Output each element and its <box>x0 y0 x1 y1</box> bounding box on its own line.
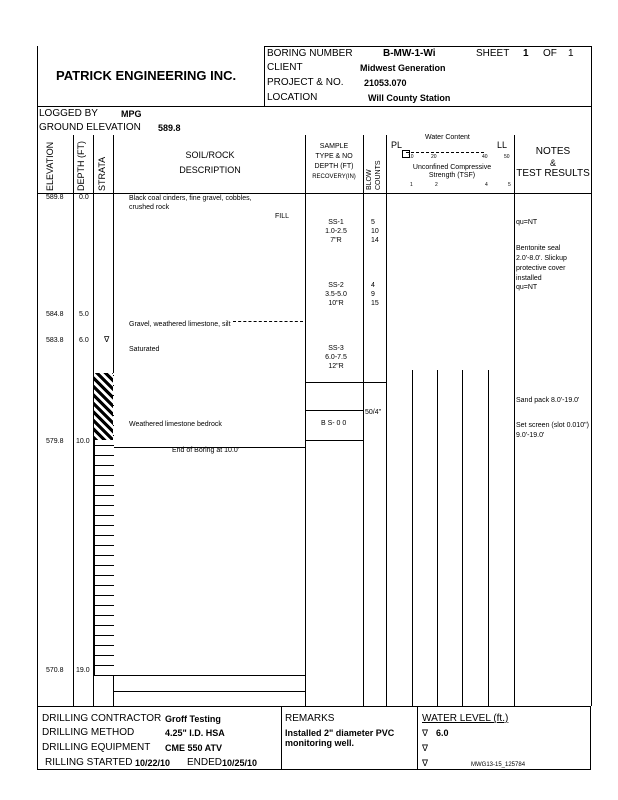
water-level-symbol-2: ∇ <box>422 743 429 753</box>
sample-3-depth: 6.0-7.5 <box>325 354 347 361</box>
ucs-label-2: Strength (TSF) <box>428 172 476 179</box>
logged-by-label: LOGGED BY <box>39 108 98 119</box>
elev-divider <box>73 135 74 706</box>
boring-number: B-MW-1-Wi <box>383 48 436 59</box>
footer-divider-1 <box>281 706 282 770</box>
layer2-line <box>233 321 303 322</box>
sample-line <box>305 410 363 411</box>
client-label: CLIENT <box>267 62 303 73</box>
sample-divider <box>363 135 364 706</box>
elev-10: 579.8 <box>46 438 64 445</box>
sheet-of: OF <box>543 48 557 59</box>
elev-0: 589.8 <box>46 194 64 201</box>
strata-bedrock-hatch <box>94 373 113 440</box>
boring-number-label: BORING NUMBER <box>267 48 353 59</box>
wc-tick-50: 50 <box>504 154 510 160</box>
sample-line <box>305 382 386 383</box>
grid-line <box>437 370 438 706</box>
ucs-tick-5: 5 <box>508 182 511 188</box>
ended-label: ENDED <box>187 757 223 768</box>
sample-3-rec: 12"R <box>328 363 344 370</box>
desc-end: End of Boring at 10.0' <box>172 447 240 454</box>
water-level-symbol-3: ∇ <box>422 758 429 768</box>
sample-1-blow-1: 5 <box>371 219 375 226</box>
notes-divider <box>514 135 515 706</box>
depth-5: 5.0 <box>79 311 89 318</box>
header-bottom <box>37 106 591 107</box>
sample-1-blow-2: 10 <box>371 228 379 235</box>
bs-sample: B S- 0 0 <box>321 420 347 427</box>
elev-6: 583.8 <box>46 337 64 344</box>
sample-1-depth: 1.0-2.5 <box>325 228 347 235</box>
ucs-tick-1: 1 <box>410 182 413 188</box>
location-label: LOCATION <box>267 92 318 103</box>
elev-5: 584.8 <box>46 311 64 318</box>
col-description: DESCRIPTION <box>179 165 241 175</box>
water-level-1: 6.0 <box>436 728 449 738</box>
desc-layer1-b: crushed rock <box>129 204 170 211</box>
ended: 10/25/10 <box>222 758 258 768</box>
elev-19: 570.8 <box>46 667 64 674</box>
header-top <box>264 46 591 47</box>
col-counts: COUNTS <box>375 160 382 190</box>
col-elevation: ELEVATION <box>45 141 55 191</box>
note-qu-1: qu=NT <box>516 219 538 226</box>
started: 10/22/10 <box>135 758 171 768</box>
water-level-symbol: ∇ <box>104 335 110 344</box>
col-sample-4: RECOVERY(IN) <box>312 174 356 180</box>
grid-line <box>412 370 413 706</box>
contractor: Groff Testing <box>165 714 221 724</box>
location: Will County Station <box>368 93 451 103</box>
col-sample-1: SAMPLE <box>319 143 349 150</box>
depth-10: 10.0 <box>76 438 90 445</box>
depth-19-line <box>93 675 305 676</box>
col-depth: DEPTH (FT) <box>76 141 86 191</box>
sample-line <box>305 440 363 441</box>
desc-layer2: Gravel, weathered limestone, silt <box>129 321 231 328</box>
sample-2-rec: 10"R <box>328 300 344 307</box>
logged-by: MPG <box>121 109 142 119</box>
ucs-label-1: Unconfined Compressive <box>412 164 492 171</box>
sample-3-id: SS-3 <box>328 345 344 352</box>
ucs-tick-4: 4 <box>485 182 488 188</box>
water-level-label: WATER LEVEL (ft.) <box>422 713 509 724</box>
blow-divider <box>386 135 387 706</box>
client: Midwest Generation <box>360 63 446 73</box>
col-notes-3: TEST RESULTS <box>516 168 590 179</box>
grid-line <box>488 370 489 706</box>
sample-1-blow-3: 14 <box>371 237 379 244</box>
col-sample-3: DEPTH (FT) <box>314 163 354 170</box>
method-label: DRILLING METHOD <box>42 727 135 738</box>
water-level-symbol-1: ∇ <box>422 728 429 738</box>
sample-2-blow-1: 4 <box>371 282 375 289</box>
sheet-total: 1 <box>568 48 574 59</box>
ll-label: LL <box>497 140 508 150</box>
wc-tick-20: 20 <box>431 154 437 160</box>
remarks-line-1: Installed 2" diameter PVC <box>285 728 395 738</box>
note-bentonite: Bentonite seal 2.0'-8.0'. Slickup protective cover installed <box>516 245 567 282</box>
ground-elevation-label: GROUND ELEVATION <box>39 122 141 133</box>
pl-label: PL <box>391 140 403 150</box>
sample-1-id: SS-1 <box>328 219 344 226</box>
desc-saturated: Saturated <box>129 346 160 353</box>
sample-2-blow-3: 15 <box>371 300 379 307</box>
note-qu-2: qu=NT <box>516 284 538 291</box>
sample-2-depth: 3.5-5.0 <box>325 291 347 298</box>
sample-2-blow-2: 9 <box>371 291 375 298</box>
sheet-label: SHEET <box>476 48 510 59</box>
col-strata: STRATA <box>97 156 107 191</box>
col-blow: BLOW <box>366 169 373 190</box>
sample-2-id: SS-2 <box>328 282 344 289</box>
method: 4.25" I.D. HSA <box>165 728 225 738</box>
col-soil-rock: SOIL/ROCK <box>185 150 235 160</box>
document-code: MWG13-15_125784 <box>471 762 526 768</box>
company-name: PATRICK ENGINEERING INC. <box>56 68 237 83</box>
depth-19: 19.0 <box>76 667 90 674</box>
depth-6: 6.0 <box>79 337 89 344</box>
water-content-label: Water Content <box>425 134 470 141</box>
columns-bottom <box>37 193 591 194</box>
sample-1-rec: 7"R <box>330 237 342 244</box>
project-label: PROJECT & NO. <box>267 77 344 88</box>
desc-fill: FILL <box>275 213 290 220</box>
started-label: RILLING STARTED <box>45 757 133 768</box>
remarks-label: REMARKS <box>285 713 335 724</box>
grid-line <box>462 370 463 706</box>
wc-tick-40: 40 <box>482 154 488 160</box>
sheet-number: 1 <box>523 48 529 59</box>
ground-elevation: 589.8 <box>158 123 181 133</box>
frame-left <box>37 46 38 706</box>
desc-divider <box>305 135 306 706</box>
equipment-label: DRILLING EQUIPMENT <box>42 742 151 753</box>
wc-axis <box>406 152 484 153</box>
col-notes-2: & <box>549 158 556 168</box>
footer-divider-2 <box>417 706 418 770</box>
project-no: 21053.070 <box>364 78 407 88</box>
note-sandpack: Sand pack 8.0'-19.0' <box>516 397 580 404</box>
remarks-line-2: monitoring well. <box>285 738 354 748</box>
ucs-tick-2: 2 <box>435 182 438 188</box>
desc-layer1-a: Black coal cinders, fine gravel, cobbles, <box>129 195 252 202</box>
header-divider <box>264 46 265 106</box>
wc-tick-10: 10 <box>408 154 414 160</box>
frame-right <box>591 46 592 706</box>
col-sample-2: TYPE & NO <box>315 153 353 160</box>
desc-bedrock: Weathered limestone bedrock <box>129 421 222 428</box>
depth-0: 0.0 <box>79 194 89 201</box>
col-notes-1: NOTES <box>535 146 571 157</box>
contractor-label: DRILLING CONTRACTOR <box>42 713 162 724</box>
note-screen: Set screen (slot 0.010") 9.0'-19.0' <box>516 422 589 439</box>
well-bottom-line <box>113 691 305 692</box>
equipment: CME 550 ATV <box>165 743 223 753</box>
bs-blows: 50/4" <box>365 409 382 416</box>
